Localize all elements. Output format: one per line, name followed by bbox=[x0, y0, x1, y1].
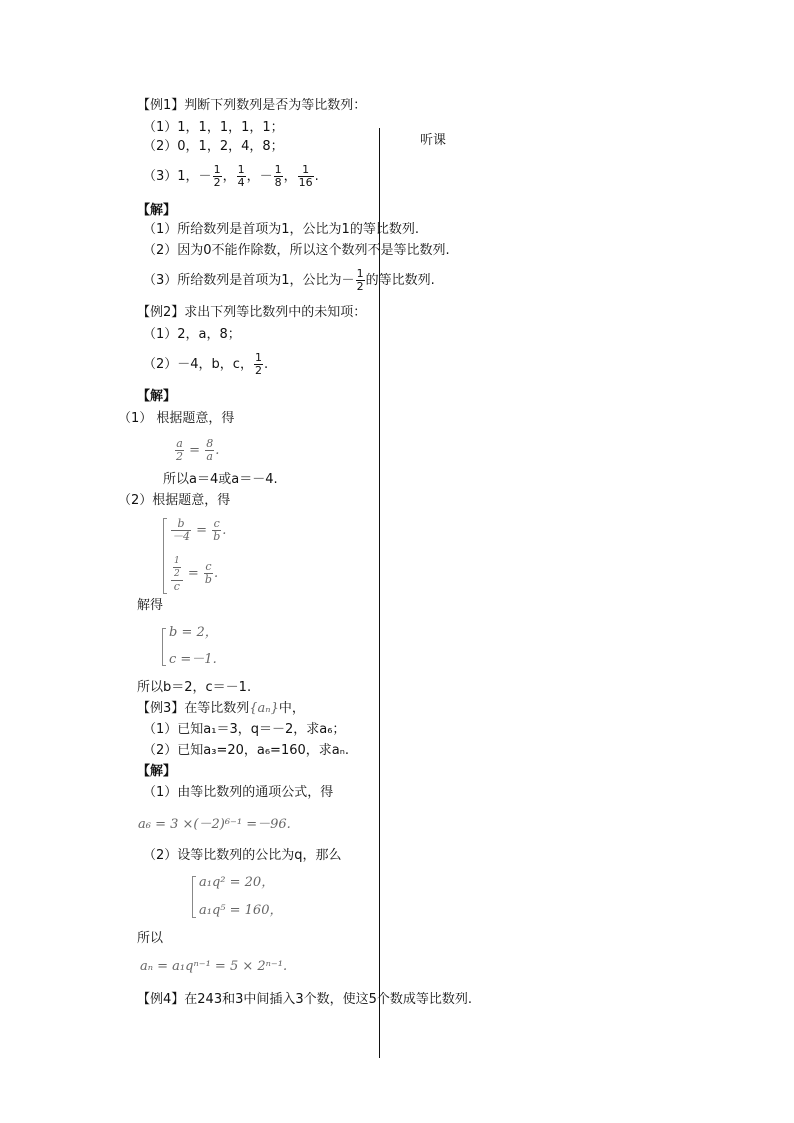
ex2-p1-result: 所以a＝4或a＝－4. bbox=[163, 472, 278, 487]
system-brace bbox=[162, 628, 166, 666]
ex2-q2: （2）－4，b，c， $\frac{1}{2}$ . bbox=[143, 351, 269, 377]
ex2-sys-eq2: $\frac{\frac{1}{2}}{c}$ = $\frac{c}{b}$ . bbox=[170, 554, 218, 594]
frac-1-2: $\frac{1}{2}$ bbox=[254, 351, 262, 377]
ex2-q1: （1）2，a，8； bbox=[143, 327, 241, 342]
frac-1-4: $\frac{1}{4}$ bbox=[237, 163, 245, 189]
ex3-a2: （2）设等比数列的公比为q，那么 bbox=[143, 848, 342, 863]
system-brace bbox=[163, 518, 167, 594]
ex4-title: 【例4】在243和3中间插入3个数，使这5个数成等比数列. bbox=[137, 992, 473, 1007]
ex1-q2: （2）0，1，2，4，8； bbox=[143, 139, 284, 154]
frac-1-8: $\frac{1}{8}$ bbox=[274, 163, 282, 189]
ex3-q1: （1）已知a₁＝3，q＝－2，求a₆； bbox=[143, 722, 346, 737]
ex2-solve: 解得 bbox=[137, 598, 164, 613]
ex3-title: 【例3】在等比数列{aₙ}中， bbox=[137, 701, 305, 716]
ex2-sol-label: 【解】 bbox=[137, 389, 177, 404]
ex1-a1: （1）所给数列是首项为1，公比为1的等比数列. bbox=[143, 222, 419, 237]
ex3-a1-formula: a₆ = 3 ×(－2)⁶⁻¹ =－96. bbox=[138, 817, 291, 832]
ex2-sys-b: b = 2， bbox=[169, 625, 218, 640]
ex1-sol-label: 【解】 bbox=[137, 203, 177, 218]
ex2-result: 所以b＝2，c＝－1. bbox=[137, 680, 252, 695]
ex2-p1: （1） 根据题意，得 bbox=[118, 411, 235, 426]
ex3-q2: （2）已知a₃=20，a₆=160，求aₙ. bbox=[143, 743, 350, 758]
ex3-sys1: a₁q² = 20， bbox=[199, 875, 275, 890]
ex2-sys-c: c =－1. bbox=[169, 652, 217, 667]
ex2-sys-eq1: $\frac{b}{-4}$ = $\frac{c}{b}$ . bbox=[172, 517, 227, 543]
ex1-a3: （3）所给数列是首项为1，公比为－ $\frac{1}{2}$ 的等比数列. bbox=[143, 267, 435, 293]
ex3-a1: （1）由等比数列的通项公式，得 bbox=[143, 785, 334, 800]
frac-1-16: $\frac{1}{16}$ bbox=[298, 163, 313, 189]
frac-1-2: $\frac{1}{2}$ bbox=[213, 163, 221, 189]
ex1-title: 【例1】判断下列数列是否为等比数列： bbox=[137, 98, 367, 113]
ex3-an-formula: aₙ = a₁qⁿ⁻¹ = 5 × 2ⁿ⁻¹. bbox=[140, 959, 288, 974]
ex2-p2: （2）根据题意，得 bbox=[118, 493, 231, 508]
frac-1-2: $\frac{1}{2}$ bbox=[356, 267, 364, 293]
ex1-q3: （3）1，－ $\frac{1}{2}$ ， $\frac{1}{4}$ ，－ $\frac{1}{8}$ ， $\frac{1}{16}$ . bbox=[143, 163, 319, 189]
ex3-so: 所以 bbox=[137, 931, 164, 946]
ex1-q1: （1）1，1，1，1，1； bbox=[143, 120, 284, 135]
ex2-p1-equation: $\frac{a}{2}$ = $\frac{8}{a}$ . bbox=[176, 437, 220, 463]
ex2-title: 【例2】求出下列等比数列中的未知项： bbox=[137, 305, 367, 320]
ex3-sol-label: 【解】 bbox=[137, 764, 177, 779]
system-brace bbox=[192, 876, 196, 918]
ex3-sys2: a₁q⁵ = 160， bbox=[199, 903, 283, 918]
side-label: 听课 bbox=[420, 133, 447, 148]
ex1-a2: （2）因为0不能作除数，所以这个数列不是等比数列. bbox=[143, 243, 450, 258]
